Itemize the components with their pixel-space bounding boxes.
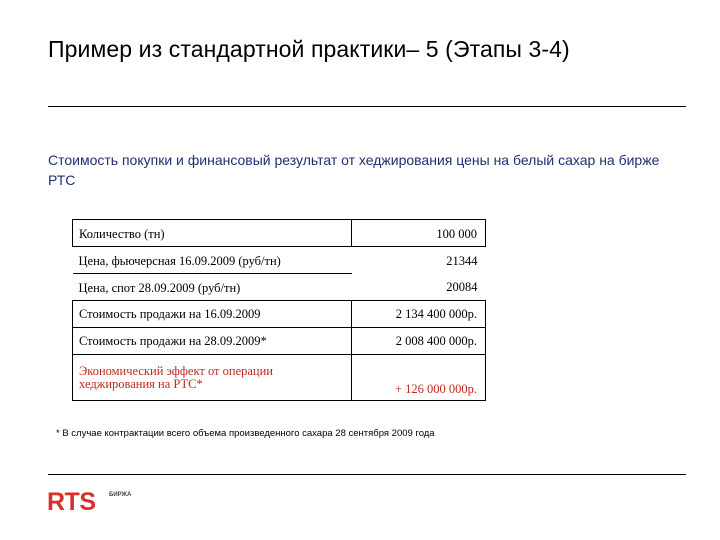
logo-text: RTS <box>47 488 96 516</box>
table-row <box>73 247 486 274</box>
row-label-economic-effect: Экономический эффект от операции хеджирования на РТС* <box>73 355 352 401</box>
row-label-sale-cost-28: Стоимость продажи на 28.09.2009* <box>73 328 352 355</box>
table-row <box>73 301 486 328</box>
row-value-quantity: 100 000 <box>352 220 486 247</box>
slide-subtitle: Стоимость покупки и финансовый результат от хеджирования цены на белый сахар на бирже РТС <box>48 152 660 188</box>
row-value-sale-cost-28: 2 008 400 000р. <box>352 328 486 355</box>
title-divider <box>48 106 686 107</box>
footnote: * В случае контрактации всего объема произведенного сахара 28 сентября 2009 года <box>56 428 435 439</box>
table-row <box>73 220 486 247</box>
row-label-futures-price: Цена, фьючерсная 16.09.2009 (руб/тн) <box>73 247 352 274</box>
footer-divider <box>48 474 686 475</box>
table-row <box>73 328 486 355</box>
row-value-economic-effect: + 126 000 000р. <box>352 355 486 401</box>
table-row <box>73 274 486 301</box>
slide-title: Пример из стандартной практики– 5 (Этапы 3-4) <box>48 36 570 62</box>
row-label-spot-price: Цена, спот 28.09.2009 (руб/тн) <box>78 280 241 295</box>
table-row <box>73 355 486 401</box>
row-value-spot-price: 20084 <box>446 280 478 295</box>
row-label-sale-cost-16: Стоимость продажи на 16.09.2009 <box>73 301 352 328</box>
row-value-futures-price: 21344 <box>446 253 478 268</box>
logo-subtext: БИРЖА <box>109 492 132 498</box>
row-label-quantity: Количество (тн) <box>73 220 352 247</box>
hedging-table <box>72 219 486 401</box>
rts-logo <box>47 488 132 517</box>
row-value-sale-cost-16: 2 134 400 000р. <box>352 301 486 328</box>
